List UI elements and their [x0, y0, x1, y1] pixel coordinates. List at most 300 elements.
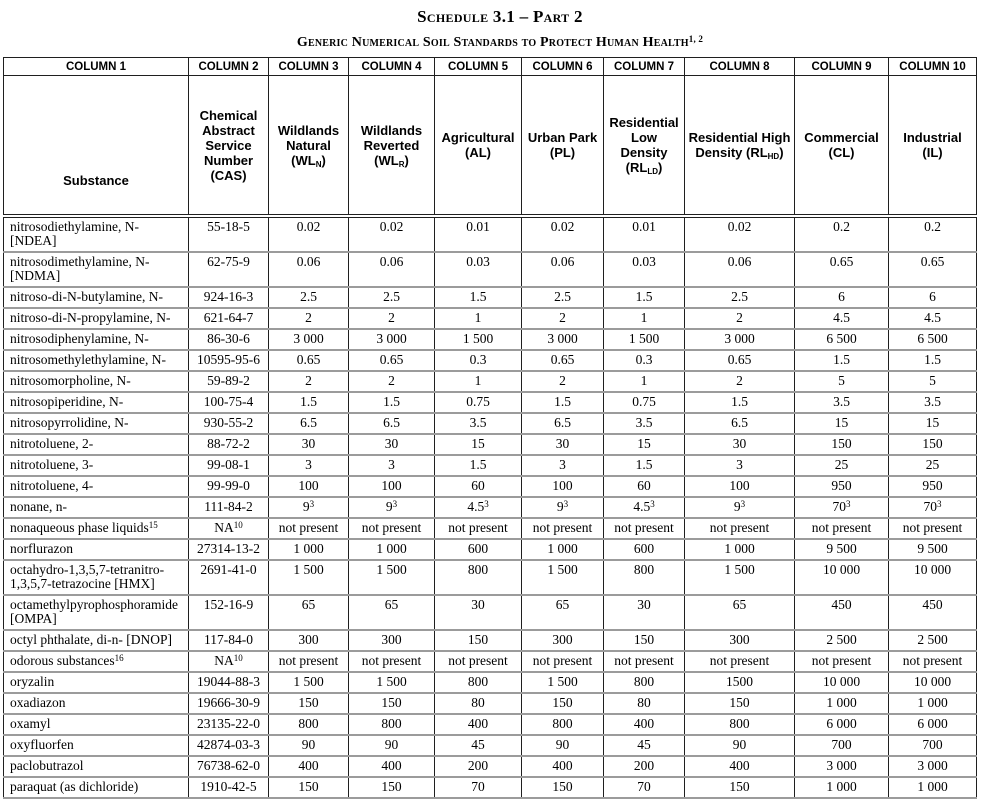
cas-cell: 42874-03-3: [189, 735, 269, 756]
value-cell: 1 500: [269, 672, 349, 693]
substance-cell: nitrosopiperidine, N-: [4, 392, 189, 413]
substance-cell: octahydro-1,3,5,7-tetranitro-1,3,5,7-tetrazocine [HMX]: [4, 560, 189, 595]
value-cell: 100: [685, 476, 795, 497]
value-cell: 3.5: [889, 392, 977, 413]
header-wildlands-natural: Wildlands Natural $(WL_N)$: [269, 76, 349, 217]
value-cell: 1 500: [522, 672, 604, 693]
value-cell: 6: [889, 287, 977, 308]
value-cell: 3 000: [522, 329, 604, 350]
value-cell: 1500: [685, 672, 795, 693]
cas-cell: NA$^{10}$: [189, 651, 269, 672]
value-cell: 5: [795, 371, 889, 392]
table-row: [4, 216, 977, 252]
value-cell: 0.06: [685, 252, 795, 287]
page-subtitle: Generic Numerical Soil Standards to Protect Human Health$^{1, 2}$: [296, 34, 704, 50]
table-row: [4, 413, 977, 434]
value-cell: 1 000: [795, 777, 889, 798]
value-cell: 6.5: [522, 413, 604, 434]
header-commercial: Commercial (CL): [795, 76, 889, 217]
value-cell: 0.3: [435, 350, 522, 371]
value-cell: 1 500: [435, 329, 522, 350]
value-cell: 0.65: [685, 350, 795, 371]
value-cell: 950: [795, 476, 889, 497]
value-cell: 3: [269, 455, 349, 476]
value-cell: 0.3: [604, 350, 685, 371]
value-cell: 1 000: [889, 693, 977, 714]
substance-cell: oryzalin: [4, 672, 189, 693]
value-cell: $9^3$: [685, 497, 795, 518]
value-cell: 65: [522, 595, 604, 630]
value-cell: 1 500: [349, 560, 435, 595]
value-cell: $9^3$: [349, 497, 435, 518]
value-cell: not present: [685, 651, 795, 672]
value-cell: 300: [685, 630, 795, 651]
value-cell: 6 500: [889, 329, 977, 350]
value-cell: not present: [522, 518, 604, 539]
value-cell: 3: [685, 455, 795, 476]
value-cell: 6: [795, 287, 889, 308]
value-cell: 100: [269, 476, 349, 497]
substance-cell: odorous substances$^{16}$: [4, 651, 189, 672]
table-row: [4, 287, 977, 308]
value-cell: $4.5^3$: [435, 497, 522, 518]
value-cell: 1 500: [522, 560, 604, 595]
cas-cell: 1910-42-5: [189, 777, 269, 798]
value-cell: 0.65: [269, 350, 349, 371]
value-cell: 30: [685, 434, 795, 455]
substance-cell: oxamyl: [4, 714, 189, 735]
value-cell: 1 500: [349, 672, 435, 693]
value-cell: 4.5: [889, 308, 977, 329]
substance-cell: nitrosopyrrolidine, N-: [4, 413, 189, 434]
value-cell: 4.5: [795, 308, 889, 329]
value-cell: 90: [685, 735, 795, 756]
value-cell: 0.06: [522, 252, 604, 287]
value-cell: 10 000: [795, 672, 889, 693]
value-cell: 10 000: [795, 560, 889, 595]
value-cell: 0.02: [349, 216, 435, 252]
table-row: [4, 756, 977, 777]
substance-cell: nitroso-di-N-butylamine, N-: [4, 287, 189, 308]
table-row: [4, 560, 977, 595]
value-cell: 1 500: [685, 560, 795, 595]
column-number-cell: COLUMN 3: [269, 58, 349, 76]
value-cell: not present: [269, 518, 349, 539]
value-cell: 1 500: [604, 329, 685, 350]
cas-cell: 59-89-2: [189, 371, 269, 392]
header-agricultural: Agricultural (AL): [435, 76, 522, 217]
value-cell: 60: [604, 476, 685, 497]
header-cas-number: Chemical Abstract Service Number (CAS): [189, 76, 269, 217]
cas-cell: 100-75-4: [189, 392, 269, 413]
cas-cell: 23135-22-0: [189, 714, 269, 735]
cas-cell: 2691-41-0: [189, 560, 269, 595]
substance-cell: nitrotoluene, 3-: [4, 455, 189, 476]
value-cell: 3 000: [685, 329, 795, 350]
table-row: [4, 651, 977, 672]
value-cell: 100: [522, 476, 604, 497]
substance-cell: nonane, n-: [4, 497, 189, 518]
value-cell: 1.5: [795, 350, 889, 371]
table-row: [4, 476, 977, 497]
value-cell: 9 500: [889, 539, 977, 560]
value-cell: 150: [795, 434, 889, 455]
cas-cell: 99-08-1: [189, 455, 269, 476]
value-cell: 70: [435, 777, 522, 798]
value-cell: 9 500: [795, 539, 889, 560]
header-industrial: Industrial (IL): [889, 76, 977, 217]
value-cell: 1.5: [269, 392, 349, 413]
value-cell: 0.02: [269, 216, 349, 252]
value-cell: 1 000: [889, 777, 977, 798]
value-cell: $70^3$: [795, 497, 889, 518]
value-cell: 0.01: [604, 216, 685, 252]
column-number-cell: COLUMN 1: [4, 58, 189, 76]
value-cell: 0.03: [604, 252, 685, 287]
value-cell: 300: [269, 630, 349, 651]
column-number-cell: COLUMN 6: [522, 58, 604, 76]
value-cell: 400: [685, 756, 795, 777]
value-cell: 400: [522, 756, 604, 777]
value-cell: 1.5: [349, 392, 435, 413]
value-cell: 2: [685, 371, 795, 392]
value-cell: 800: [604, 672, 685, 693]
value-cell: 1: [435, 371, 522, 392]
value-cell: 45: [604, 735, 685, 756]
value-cell: 150: [604, 630, 685, 651]
table-row: [4, 392, 977, 413]
value-cell: 90: [349, 735, 435, 756]
value-cell: 300: [349, 630, 435, 651]
table-row: [4, 595, 977, 630]
value-cell: 70: [604, 777, 685, 798]
substance-cell: norflurazon: [4, 539, 189, 560]
column-title-row: [4, 76, 977, 217]
value-cell: 800: [269, 714, 349, 735]
column-number-cell: COLUMN 9: [795, 58, 889, 76]
value-cell: 90: [269, 735, 349, 756]
substance-cell: nitrosodiethylamine, N- [NDEA]: [4, 216, 189, 252]
cas-cell: 19044-88-3: [189, 672, 269, 693]
value-cell: 1.5: [522, 392, 604, 413]
value-cell: 0.75: [604, 392, 685, 413]
cas-cell: 19666-30-9: [189, 693, 269, 714]
value-cell: 150: [349, 777, 435, 798]
table-body: [4, 216, 977, 798]
value-cell: 1 000: [522, 539, 604, 560]
value-cell: 1.5: [435, 455, 522, 476]
substance-cell: nitroso-di-N-propylamine, N-: [4, 308, 189, 329]
value-cell: 200: [435, 756, 522, 777]
value-cell: 2 500: [889, 630, 977, 651]
value-cell: 3 000: [795, 756, 889, 777]
value-cell: 1 000: [349, 539, 435, 560]
value-cell: 2.5: [522, 287, 604, 308]
value-cell: not present: [889, 518, 977, 539]
substance-cell: nitrotoluene, 4-: [4, 476, 189, 497]
value-cell: not present: [435, 518, 522, 539]
table-row: [4, 329, 977, 350]
soil-standards-table: [3, 57, 977, 799]
value-cell: 15: [889, 413, 977, 434]
table-row: [4, 630, 977, 651]
value-cell: 25: [889, 455, 977, 476]
value-cell: 150: [269, 777, 349, 798]
value-cell: $9^3$: [269, 497, 349, 518]
value-cell: 0.65: [522, 350, 604, 371]
value-cell: 3 000: [349, 329, 435, 350]
header-urban-park: Urban Park (PL): [522, 76, 604, 217]
table-row: [4, 497, 977, 518]
value-cell: 0.03: [435, 252, 522, 287]
value-cell: $70^3$: [889, 497, 977, 518]
cas-cell: 27314-13-2: [189, 539, 269, 560]
column-number-cell: COLUMN 7: [604, 58, 685, 76]
value-cell: 10 000: [889, 672, 977, 693]
value-cell: 800: [435, 672, 522, 693]
value-cell: 0.01: [435, 216, 522, 252]
cas-cell: 76738-62-0: [189, 756, 269, 777]
value-cell: 30: [522, 434, 604, 455]
value-cell: 6.5: [269, 413, 349, 434]
value-cell: 150: [522, 693, 604, 714]
substance-cell: nitrosomorpholine, N-: [4, 371, 189, 392]
value-cell: $4.5^3$: [604, 497, 685, 518]
value-cell: 2.5: [349, 287, 435, 308]
substance-cell: nitrotoluene, 2-: [4, 434, 189, 455]
value-cell: 6 000: [795, 714, 889, 735]
value-cell: 200: [604, 756, 685, 777]
substance-cell: paraquat (as dichloride): [4, 777, 189, 798]
value-cell: not present: [435, 651, 522, 672]
column-number-cell: COLUMN 2: [189, 58, 269, 76]
value-cell: 1.5: [604, 287, 685, 308]
substance-cell: nitrosodiphenylamine, N-: [4, 329, 189, 350]
substance-cell: nitrosodimethylamine, N- [NDMA]: [4, 252, 189, 287]
column-number-cell: COLUMN 8: [685, 58, 795, 76]
value-cell: 600: [435, 539, 522, 560]
value-cell: 0.06: [349, 252, 435, 287]
cas-cell: 930-55-2: [189, 413, 269, 434]
value-cell: 15: [435, 434, 522, 455]
value-cell: 30: [435, 595, 522, 630]
value-cell: 150: [349, 693, 435, 714]
value-cell: 3 000: [269, 329, 349, 350]
cas-cell: 55-18-5: [189, 216, 269, 252]
table-row: [4, 455, 977, 476]
value-cell: 150: [522, 777, 604, 798]
value-cell: not present: [889, 651, 977, 672]
value-cell: 90: [522, 735, 604, 756]
value-cell: 2: [269, 308, 349, 329]
value-cell: 150: [685, 777, 795, 798]
cas-cell: 10595-95-6: [189, 350, 269, 371]
value-cell: 5: [889, 371, 977, 392]
value-cell: not present: [685, 518, 795, 539]
value-cell: 800: [349, 714, 435, 735]
value-cell: 30: [269, 434, 349, 455]
value-cell: not present: [349, 518, 435, 539]
value-cell: 1: [604, 308, 685, 329]
value-cell: 1: [435, 308, 522, 329]
value-cell: 450: [795, 595, 889, 630]
value-cell: 45: [435, 735, 522, 756]
value-cell: 2: [349, 308, 435, 329]
table-row: [4, 252, 977, 287]
value-cell: not present: [604, 518, 685, 539]
value-cell: 80: [604, 693, 685, 714]
value-cell: 2.5: [685, 287, 795, 308]
cas-cell: 152-16-9: [189, 595, 269, 630]
value-cell: 1.5: [685, 392, 795, 413]
value-cell: 1 000: [795, 693, 889, 714]
cas-cell: 924-16-3: [189, 287, 269, 308]
table-row: [4, 308, 977, 329]
value-cell: 600: [604, 539, 685, 560]
value-cell: not present: [795, 651, 889, 672]
cas-cell: NA$^{10}$: [189, 518, 269, 539]
value-cell: 6 500: [795, 329, 889, 350]
value-cell: 2: [349, 371, 435, 392]
value-cell: 2 500: [795, 630, 889, 651]
value-cell: 2: [685, 308, 795, 329]
value-cell: not present: [522, 651, 604, 672]
value-cell: 3.5: [795, 392, 889, 413]
value-cell: 150: [685, 693, 795, 714]
value-cell: not present: [269, 651, 349, 672]
value-cell: 0.2: [795, 216, 889, 252]
value-cell: 1 000: [685, 539, 795, 560]
cas-cell: 88-72-2: [189, 434, 269, 455]
value-cell: 3.5: [435, 413, 522, 434]
cas-cell: 62-75-9: [189, 252, 269, 287]
value-cell: 3.5: [604, 413, 685, 434]
value-cell: $9^3$: [522, 497, 604, 518]
page-title: Schedule 3.1 – Part 2: [417, 7, 583, 26]
value-cell: 65: [685, 595, 795, 630]
value-cell: 0.2: [889, 216, 977, 252]
header-substance: Substance: [4, 76, 189, 217]
value-cell: 30: [349, 434, 435, 455]
value-cell: 1: [604, 371, 685, 392]
cas-cell: 117-84-0: [189, 630, 269, 651]
value-cell: 800: [604, 560, 685, 595]
substance-cell: paclobutrazol: [4, 756, 189, 777]
value-cell: 15: [604, 434, 685, 455]
substance-cell: octyl phthalate, di-n- [DNOP]: [4, 630, 189, 651]
header-residential-low-density: Residential Low Density $(RL_{LD})$: [604, 76, 685, 217]
substance-cell: oxadiazon: [4, 693, 189, 714]
substance-cell: oxyfluorfen: [4, 735, 189, 756]
cas-cell: 111-84-2: [189, 497, 269, 518]
value-cell: 800: [685, 714, 795, 735]
table-row: [4, 350, 977, 371]
value-cell: 400: [269, 756, 349, 777]
value-cell: 30: [604, 595, 685, 630]
column-number-cell: COLUMN 4: [349, 58, 435, 76]
value-cell: not present: [795, 518, 889, 539]
value-cell: 2: [269, 371, 349, 392]
column-number-cell: COLUMN 10: [889, 58, 977, 76]
column-number-cell: COLUMN 5: [435, 58, 522, 76]
table-row: [4, 777, 977, 798]
value-cell: 2: [522, 308, 604, 329]
value-cell: 0.65: [795, 252, 889, 287]
value-cell: 2: [522, 371, 604, 392]
value-cell: 6.5: [685, 413, 795, 434]
value-cell: 950: [889, 476, 977, 497]
cas-cell: 621-64-7: [189, 308, 269, 329]
value-cell: 1 000: [269, 539, 349, 560]
value-cell: 60: [435, 476, 522, 497]
value-cell: 150: [435, 630, 522, 651]
value-cell: 800: [435, 560, 522, 595]
value-cell: 25: [795, 455, 889, 476]
value-cell: 450: [889, 595, 977, 630]
table-row: [4, 693, 977, 714]
value-cell: 150: [269, 693, 349, 714]
substance-cell: octamethylpyrophosphoramide [OMPA]: [4, 595, 189, 630]
table-row: [4, 735, 977, 756]
column-number-row: [4, 58, 977, 76]
value-cell: 700: [795, 735, 889, 756]
value-cell: not present: [349, 651, 435, 672]
cas-cell: 99-99-0: [189, 476, 269, 497]
value-cell: 15: [795, 413, 889, 434]
header-residential-high-density: Residential High Density $(RL_{HD})$: [685, 76, 795, 217]
value-cell: 3: [522, 455, 604, 476]
value-cell: 0.06: [269, 252, 349, 287]
substance-cell: nitrosomethylethylamine, N-: [4, 350, 189, 371]
value-cell: 1.5: [604, 455, 685, 476]
value-cell: 1.5: [435, 287, 522, 308]
value-cell: 0.02: [522, 216, 604, 252]
value-cell: 80: [435, 693, 522, 714]
table-row: [4, 539, 977, 560]
table-row: [4, 714, 977, 735]
value-cell: not present: [604, 651, 685, 672]
value-cell: 3: [349, 455, 435, 476]
value-cell: 6 000: [889, 714, 977, 735]
header-wildlands-reverted: Wildlands Reverted $(WL_R)$: [349, 76, 435, 217]
value-cell: 300: [522, 630, 604, 651]
value-cell: 0.02: [685, 216, 795, 252]
value-cell: 400: [349, 756, 435, 777]
value-cell: 0.65: [889, 252, 977, 287]
value-cell: 1.5: [889, 350, 977, 371]
value-cell: 0.75: [435, 392, 522, 413]
value-cell: 150: [889, 434, 977, 455]
table-row: [4, 434, 977, 455]
value-cell: 10 000: [889, 560, 977, 595]
substance-cell: nonaqueous phase liquids$^{15}$: [4, 518, 189, 539]
value-cell: 3 000: [889, 756, 977, 777]
value-cell: 65: [349, 595, 435, 630]
value-cell: 1 500: [269, 560, 349, 595]
value-cell: 400: [604, 714, 685, 735]
cas-cell: 86-30-6: [189, 329, 269, 350]
value-cell: 800: [522, 714, 604, 735]
table-row: [4, 371, 977, 392]
value-cell: 6.5: [349, 413, 435, 434]
value-cell: 100: [349, 476, 435, 497]
value-cell: 2.5: [269, 287, 349, 308]
value-cell: 400: [435, 714, 522, 735]
table-row: [4, 518, 977, 539]
table-row: [4, 672, 977, 693]
value-cell: 0.65: [349, 350, 435, 371]
value-cell: 65: [269, 595, 349, 630]
